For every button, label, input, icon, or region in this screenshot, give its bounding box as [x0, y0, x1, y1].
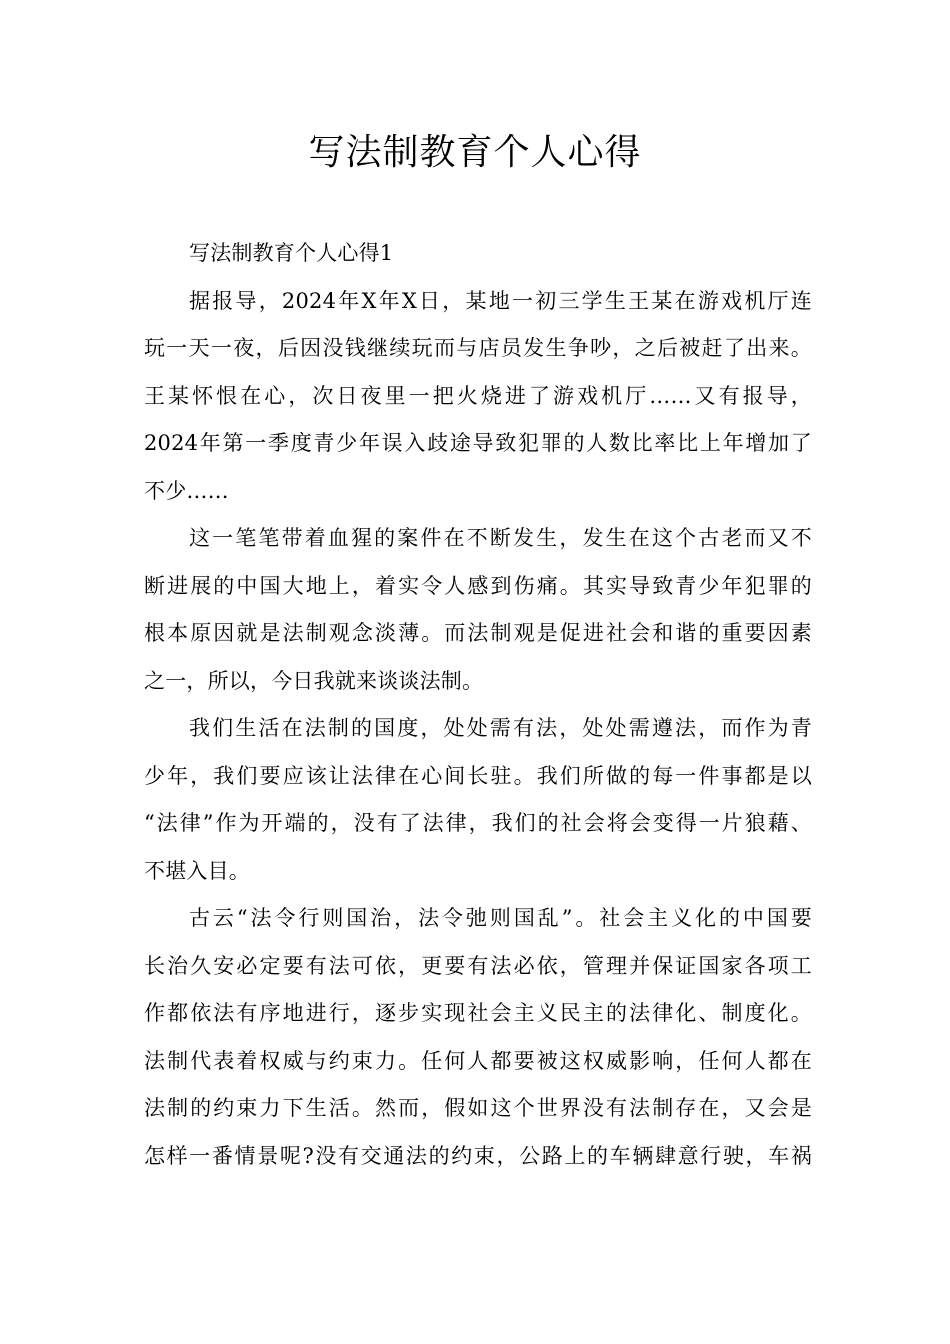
paragraph-line: 法制的约束力下生活。然而，假如这个世界没有法制存在，又会是	[144, 1096, 812, 1120]
paragraph-line: 玩一天一夜，后因没钱继续玩而与店员发生争吵，之后被赶了出来。	[144, 336, 812, 360]
paragraph-line: “法律”作为开端的，没有了法律，我们的社会将会变得一片狼藉、	[144, 811, 812, 835]
paragraph-line: 2024年第一季度青少年误入歧途导致犯罪的人数比率比上年增加了	[144, 431, 812, 455]
paragraph-line: 断进展的中国大地上，着实令人感到伤痛。其实导致青少年犯罪的	[144, 573, 812, 598]
document-title: 写法制教育个人心得	[308, 132, 642, 173]
paragraph-line: 法制代表着权威与约束力。任何人都要被这权威影响，任何人都在	[144, 1048, 812, 1073]
paragraph-line: 这一笔笔带着血猩的案件在不断发生，发生在这个古老而又不	[189, 526, 812, 550]
paragraph-line: 少年，我们要应该让法律在心间长驻。我们所做的每一件事都是以	[144, 763, 812, 788]
paragraph-line: 之一，所以，今日我就来谈谈法制。	[144, 668, 484, 693]
paragraph-line: 据报导，2024年X年X日，某地一初三学生王某在游戏机厅连	[189, 288, 812, 313]
paragraph-line: 长治久安必定要有法可依，更要有法必依，管理并保证国家各项工	[144, 953, 812, 978]
paragraph-line: 不少……	[144, 478, 229, 503]
paragraph-line: 王某怀恨在心，次日夜里一把火烧进了游戏机厅……又有报导，	[144, 383, 812, 408]
paragraph-line: 我们生活在法制的国度，处处需有法，处处需遵法，而作为青	[189, 716, 812, 740]
paragraph-line: 作都依法有序地进行，逐步实现社会主义民主的法律化、制度化。	[144, 1001, 812, 1025]
section-heading: 写法制教育个人心得1	[189, 241, 394, 265]
paragraph-line: 怎样一番情景呢?没有交通法的约束，公路上的车辆肆意行驶，车祸	[144, 1143, 812, 1168]
document-body	[144, 230, 812, 1180]
paragraph-line: 古云“法令行则国治，法令弛则国乱”。社会主义化的中国要	[189, 906, 812, 930]
paragraph-line: 根本原因就是法制观念淡薄。而法制观是促进社会和谐的重要因素	[144, 621, 812, 645]
paragraph-line: 不堪入目。	[144, 858, 250, 883]
